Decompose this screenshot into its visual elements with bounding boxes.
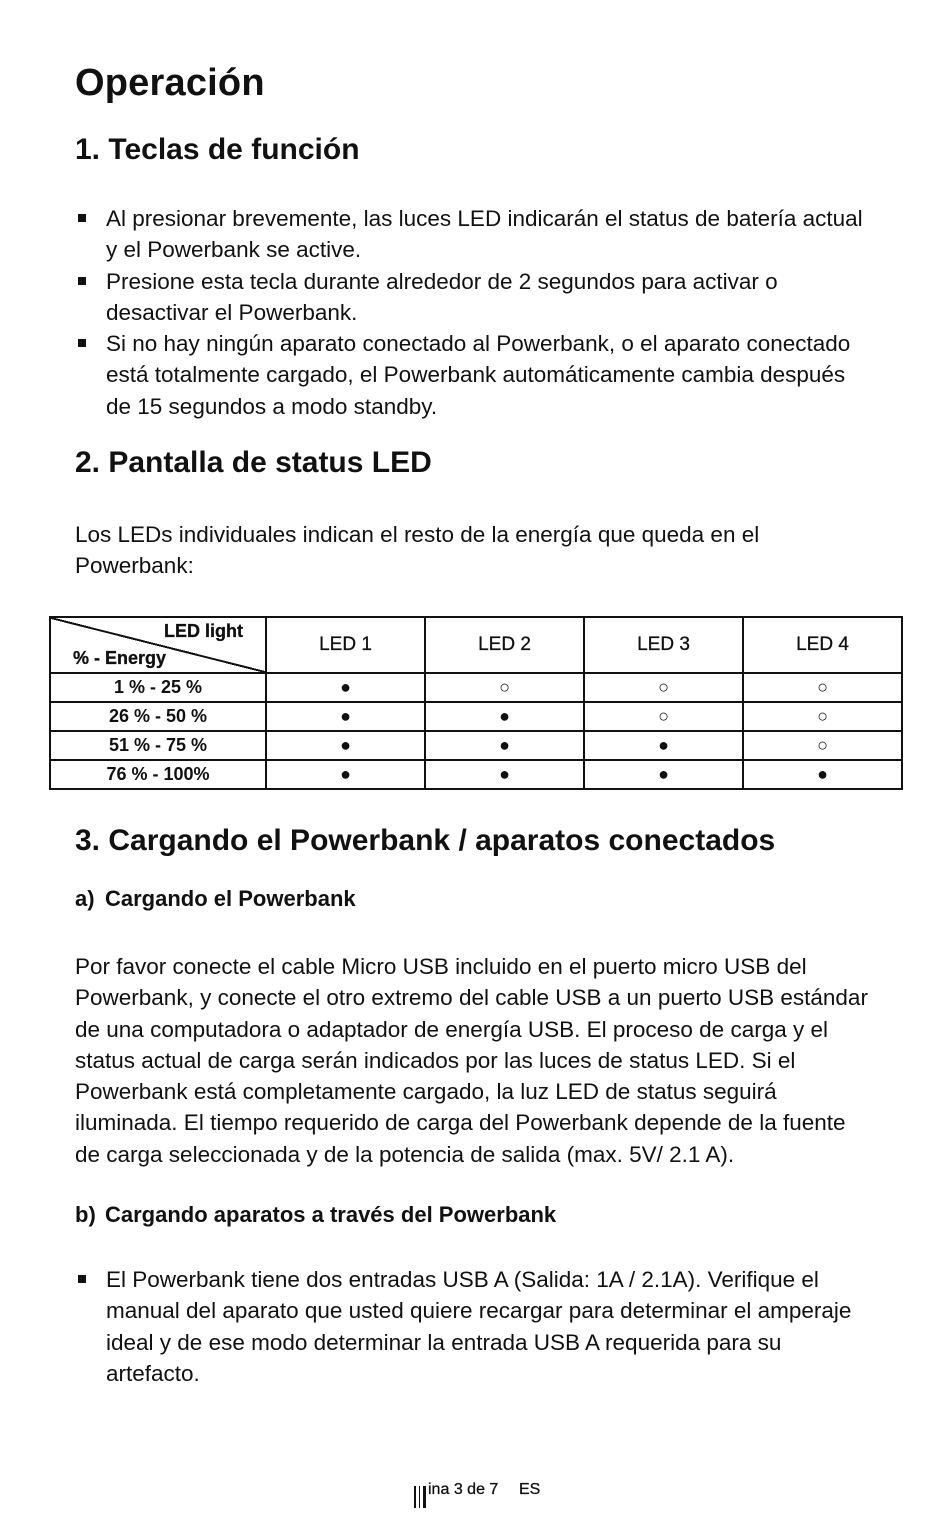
led-indicator: ● (266, 673, 425, 702)
led-indicator: ● (425, 760, 584, 789)
table-corner-cell (50, 617, 266, 673)
subsection-b-heading (75, 1202, 556, 1228)
page-title: Operación (75, 62, 265, 104)
table-header-row (50, 617, 902, 673)
section1-bullet-list (75, 203, 865, 422)
language-code: ES (519, 1481, 541, 1498)
list-item: Presione esta tecla durante alrededor de 2 segundos para activar o desactivar el Powerbank. (75, 266, 865, 329)
page-separator: de (467, 1481, 485, 1498)
row-label: 1 % - 25 % (50, 673, 266, 702)
subsection-a-heading (75, 886, 356, 912)
row-label: 51 % - 75 % (50, 731, 266, 760)
subsection-b-bullet-list (75, 1264, 865, 1389)
bullet-square-icon (78, 339, 86, 347)
table-row (50, 702, 902, 731)
table-row (50, 731, 902, 760)
led-indicator: ○ (584, 673, 743, 702)
list-item: Si no hay ningún aparato conectado al Powerbank, o el aparato conectado está totalmente cargado, el Powerbank automáticamente cambia después de 15 segundos a modo standby. (75, 328, 865, 422)
column-header: LED 4 (743, 617, 902, 673)
column-header: LED 3 (584, 617, 743, 673)
corner-bottom-label: % - Energy (73, 648, 167, 668)
section2-intro: Los LEDs individuales indican el resto de la energía que queda en el Powerbank: (75, 522, 760, 579)
led-indicator: ● (425, 731, 584, 760)
subsection-a-label: a) (75, 886, 95, 911)
column-header: LED 1 (266, 617, 425, 673)
subsection-a-title: Cargando el Powerbank (105, 886, 356, 911)
section1-heading: 1. Teclas de función (75, 133, 360, 166)
bullet-square-icon (78, 1275, 86, 1283)
section3-heading: 3. Cargando el Powerbank / aparatos conectados (75, 824, 776, 857)
page-number (428, 1481, 498, 1499)
diagonal-divider (51, 618, 265, 672)
corner-top-label: LED light (164, 621, 243, 641)
table-row (50, 673, 902, 702)
subsection-b-title: Cargando aparatos a través del Powerbank (105, 1202, 557, 1227)
row-label: 76 % - 100% (50, 760, 266, 789)
led-status-table (49, 616, 903, 790)
table-row (50, 760, 902, 789)
led-indicator: ○ (743, 673, 902, 702)
list-item: El Powerbank tiene dos entradas USB A (Salida: 1A / 2.1A). Verifique el manual del aparato que usted quiere recargar para determinar el amperaje ideal y de ese modo determinar la entrada USB A requerida para su artefacto. (75, 1264, 865, 1389)
led-indicator: ○ (425, 673, 584, 702)
bullet-square-icon (78, 214, 86, 222)
page-total: 7 (489, 1481, 499, 1498)
bullet-square-icon (78, 277, 86, 285)
led-indicator: ● (266, 760, 425, 789)
list-item: Al presionar brevemente, las luces LED indicarán el status de batería actual y el Powerbank se active. (75, 203, 865, 266)
led-indicator: ● (425, 702, 584, 731)
led-indicator: ● (266, 702, 425, 731)
subsection-b-label: b) (75, 1202, 96, 1227)
led-indicator: ● (584, 731, 743, 760)
led-indicator: ● (743, 760, 902, 789)
row-label: 26 % - 50 % (50, 702, 266, 731)
page-current: 3 (453, 1481, 463, 1498)
section2-heading: 2. Pantalla de status LED (75, 446, 432, 479)
led-indicator: ● (266, 731, 425, 760)
led-indicator: ○ (743, 731, 902, 760)
led-indicator: ● (584, 760, 743, 789)
column-header: LED 2 (425, 617, 584, 673)
subsection-a-text: Por favor conecte el cable Micro USB incluido en el puerto micro USB del Powerbank, y conecte el otro extremo del cable USB a un puerto USB estándar de una computadora o adaptador de energía USB. El proceso de carga y el status actual de carga serán indicados por las luces de status LED. Si el Powerbank está completamente cargado, la luz LED de status seguirá iluminada. El tiempo requerido de carga del Powerbank depende de la fuente de carga seleccionada y de la potencia de salida (max. 5V/ 2.1 A). (75, 954, 868, 1167)
led-indicator: ○ (743, 702, 902, 731)
led-indicator: ○ (584, 702, 743, 731)
page-prefix: ina (428, 1481, 450, 1498)
